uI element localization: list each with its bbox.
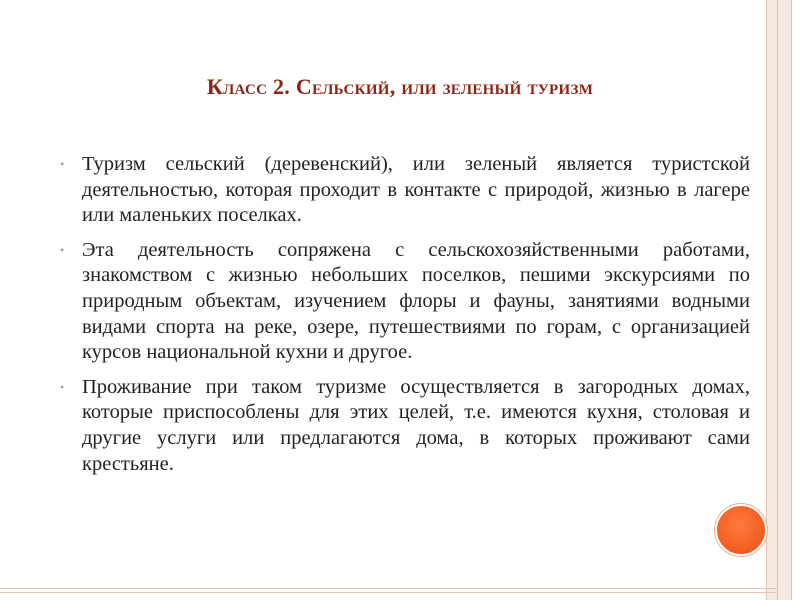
bullet-text: Проживание при таком туризме осуществляется в загородных домах, которые приспособлены для этих целей, т.е. имеются кухня, столовая и другие услуги или предлагаются дома, в которых проживают сами крестьяне.: [82, 375, 750, 475]
bottom-decorative-line-2: [0, 592, 778, 593]
bottom-decorative-line: [0, 588, 778, 589]
list-item: [60, 238, 750, 366]
bullet-text: Туризм сельский (деревенский), или зеленый является туристской деятельностью, которая проходит в контакте с природой, жизнью в лагере или маленьких поселках.: [82, 153, 750, 227]
orange-circle-decoration: [715, 504, 767, 556]
bullet-icon: •: [60, 242, 65, 257]
bullet-list: [60, 152, 750, 486]
bullet-icon: •: [60, 157, 65, 171]
bullet-icon: •: [60, 379, 65, 394]
bullet-text: Эта деятельность сопряжена с сельскохозяйственными работами, знакомством с жизнью небольших поселков, пешими экскурсиями по природным объектам, изучением флоры и фауны, занятиями водными видами спорта на реке, озере, путешествиями по горам, с организацией курсов национальной кухни и другое.: [82, 238, 750, 364]
list-item: [60, 152, 750, 229]
list-item: [60, 375, 750, 477]
right-decorative-stripe: [766, 0, 792, 600]
right-decorative-stripe-line: [777, 0, 778, 600]
slide-title: Класс 2. Сельский, или зеленый туризм: [206, 74, 594, 99]
